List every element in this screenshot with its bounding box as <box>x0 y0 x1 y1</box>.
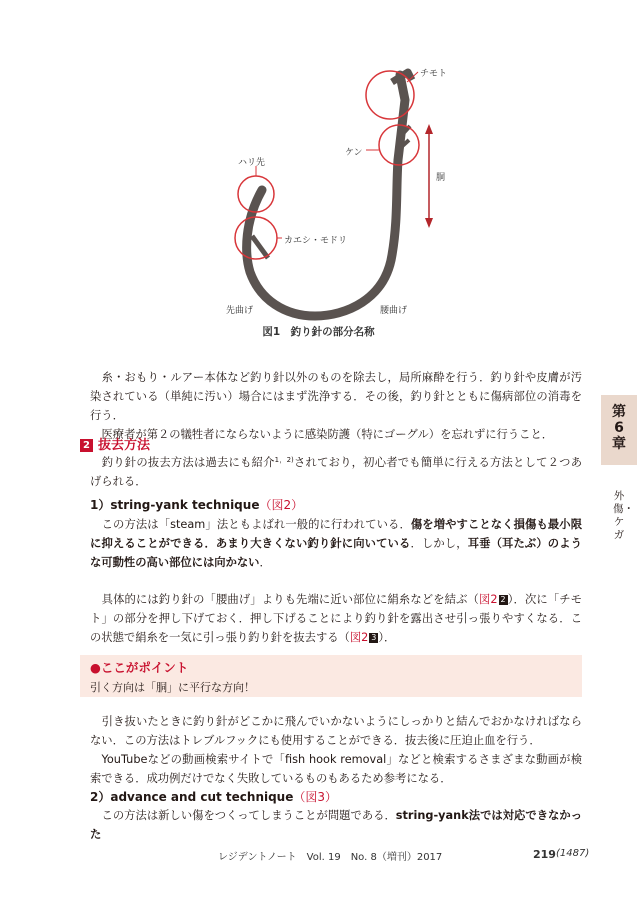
intro-p2-text: 医療者が第２の犠牲者にならないように感染防護（特にゴーグル）を忘れずに行うこと． <box>101 428 554 441</box>
section2-text-b: されており，初心者でも簡単に行える方法として２つあげられる． <box>90 456 582 488</box>
chapter-subtitle: 外傷・ケガ <box>613 490 634 541</box>
sub1-text-c: ．しかし， <box>410 537 468 550</box>
fig-panel-badge: 2 <box>500 595 506 604</box>
sub2-title: 2）advance and cut technique <box>90 790 294 804</box>
sub1-p2-text-a: 具体的には釣り針の「腰曲げ」よりも先端に近い部位に絹糸などを結ぶ（ <box>101 593 479 606</box>
figure-caption: 図1 釣り針の部分名称 <box>262 326 375 338</box>
fish-hook-diagram <box>0 0 637 345</box>
section2-text-a: 釣り針の抜去方法は過去にも紹介 <box>101 456 275 469</box>
point-box <box>80 655 582 697</box>
after-paragraph-1 <box>90 712 582 750</box>
label-dou: 胴 <box>436 173 446 183</box>
sub1-paragraph-1 <box>90 515 582 572</box>
hook-barb <box>252 236 268 258</box>
label-ken: ケン <box>345 148 363 158</box>
point-title: ●ここがポイント <box>90 660 189 675</box>
sub1-text-a: この方法は「steam」法ともよばれ一般的に行われている． <box>101 518 411 531</box>
chapter-label: 第6章 <box>612 404 626 452</box>
intro-p1-text: 糸・おもり・ルアー本体など釣り針以外のものを除去し，局所麻酔を行う．釣り針や皮膚が汚染されている（単純に汚い）場合にはまず洗浄する．その後，釣り針とともに傷病部位の消毒を行う． <box>90 371 582 422</box>
sub1-p2-text-b: ）．次に「チモト」の部分を押し下げておく．押し下げることにより釣り針を露出させ引っ張りやすくなる．この状態で絹糸を一気に引っ張り釣り針を抜去する（ <box>90 593 582 644</box>
sub1-fig-ref: （図2） <box>259 498 304 512</box>
citation-superscript: 1，2) <box>274 456 294 464</box>
after-paragraph-2 <box>90 750 582 788</box>
section2-paragraph <box>90 451 582 491</box>
hook-shape <box>247 75 408 316</box>
footer-total-page: (1487) <box>556 848 590 859</box>
intro-paragraph-2 <box>90 425 582 444</box>
label-sakimage: 先曲げ <box>226 306 254 316</box>
sub1-title: 1）string-yank technique <box>90 498 260 512</box>
intro-paragraph-1 <box>90 368 582 425</box>
section-number: 2 <box>80 439 93 452</box>
sub1-text-d: 耳垂（耳たぶ）のような可動性の高い部位には向かない <box>90 537 582 569</box>
sub1-text-e: ． <box>259 556 271 569</box>
sub2-text-a: この方法は新しい傷をつくってしまうことが問題である． <box>101 809 396 822</box>
point-body: 引く方向は「胴」に平行な方向！ <box>90 681 255 694</box>
fig-panel-badge-2: 3 <box>371 633 377 642</box>
sub2-paragraph <box>90 806 582 844</box>
fig-ref-2b: 図2 <box>349 631 369 644</box>
footer-journal: レジデントノート Vol. 19 No. 8（増刊）2017 <box>218 852 443 863</box>
sub1-text-b: 傷を増やすことなく損傷も最小限に抑えることができる．あまり大きくない釣り針に向いている <box>90 518 582 550</box>
footer-page-number: 219 <box>533 848 556 861</box>
sub2-text-b: string-yank法では対応できなかった <box>90 809 582 841</box>
label-koshimage: 腰曲げ <box>380 306 408 316</box>
section-title: 抜去方法 <box>98 438 151 453</box>
label-kaeshi: カエシ・モドリ <box>284 236 348 246</box>
label-harisaki: ハリ先 <box>238 158 266 168</box>
subheading-advance-cut <box>90 788 337 805</box>
sub1-p2-text-c: ）． <box>378 631 396 644</box>
label-chimoto: チモト <box>420 69 448 79</box>
after-p2-text: YouTubeなどの動画検索サイトで「fish hook removal」などと検索するさまざまな動画が検索できる．成功例だけでなく失敗しているものもあるため参考になる． <box>90 753 582 785</box>
sub2-fig-ref: （図3） <box>293 790 338 804</box>
after-p1-text: 引き抜いたときに釣り針がどこかに飛んでいかないようにしっかりと結んでおかなければならない．この方法はトレブルフックにも使用することができる．抜去後に圧迫止血を行う． <box>90 715 582 747</box>
fig-ref-2: 図2 <box>478 593 498 606</box>
sub1-paragraph-2 <box>90 590 582 647</box>
figure-fish-hook <box>0 0 637 345</box>
subheading-string-yank <box>90 496 303 513</box>
